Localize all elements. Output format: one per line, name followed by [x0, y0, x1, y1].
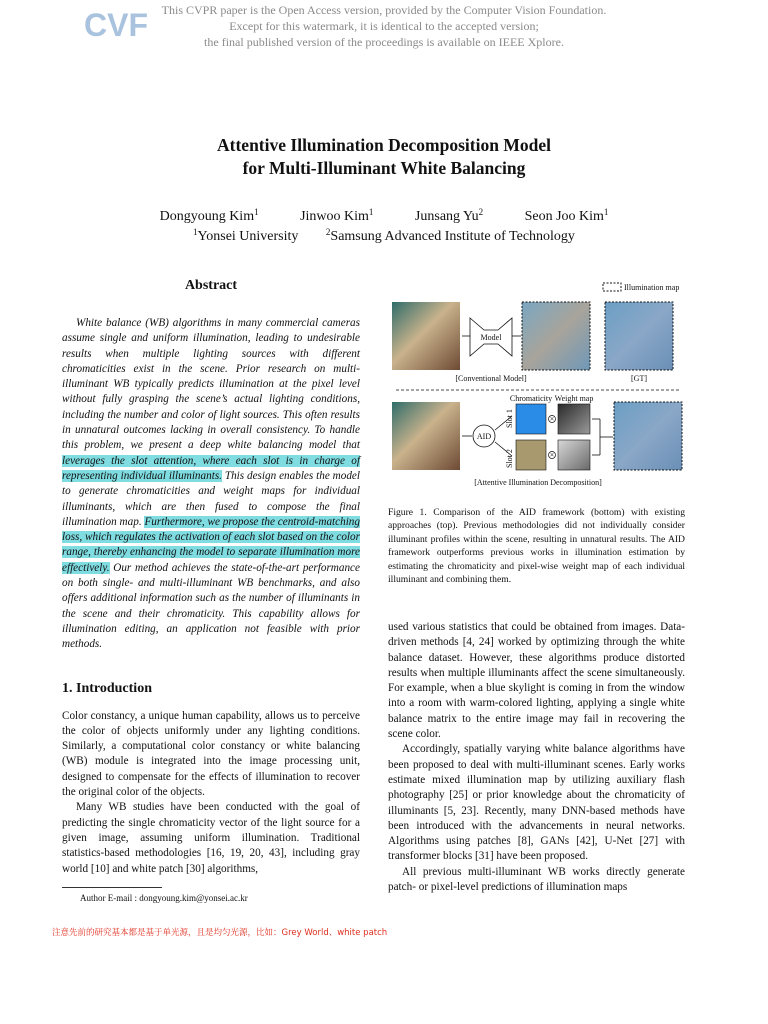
affiliations	[0, 227, 768, 247]
affiliation-1-name: Yonsei University	[197, 229, 299, 244]
abstract-heading: Abstract	[184, 278, 238, 293]
affiliation-2-sup: 2	[325, 227, 331, 237]
gt-output	[605, 302, 673, 370]
multiply-sign-1: ×	[549, 414, 555, 424]
conventional-label: [Conventional Model]	[455, 374, 527, 383]
watermark-line-3: the final published version of the proceedings is available on IEEE Xplore.	[204, 35, 564, 49]
slot-1-chromaticity	[516, 404, 546, 434]
input-image-bottom	[392, 402, 460, 470]
paper-title	[0, 134, 768, 180]
slot-1-label: Slot 1	[505, 409, 514, 428]
aid-label: AID	[476, 432, 492, 441]
right-paragraph-3: All previous multi-illuminant WB works directly generate patch- or pixel-level predictions of illumination maps	[388, 865, 685, 894]
affiliation-2-name: Samsung Advanced Institute of Technology	[330, 229, 575, 244]
chromaticity-label: Chromaticity	[509, 394, 553, 403]
figure-1	[388, 280, 688, 495]
handwritten-annotation: 注意先前的研究基本都是基于单光源，且是均匀光源，比如：Grey World、white patch	[52, 928, 388, 938]
intro-paragraph-1: Color constancy, a unique human capability, allows us to perceive the color of objects uniformly under any lighting conditions. Similarly, a computational color constancy or white balancing (WB) module is integrated into the image processing unit, designed to compensate for the effects of illumination to recover the original color of the objects.	[62, 709, 360, 799]
author-3-name: Junsang Yu	[414, 209, 479, 224]
footnote-email: Author E-mail : dongyoung.kim@yonsei.ac.kr	[80, 892, 248, 903]
slot-2-chromaticity	[516, 440, 546, 470]
intro-paragraph-2: Many WB studies have been conducted with the goal of predicting the single chromaticity vector of the light source for a given image, assuming uniform illumination. Traditional statistics-based methodologies [16, 19, 20, 43], including gray world [10] and white patch [30] algorithms,	[62, 801, 360, 875]
slot-1-weight-map	[558, 404, 590, 434]
author-1	[160, 209, 259, 224]
intro-heading: 1. Introduction	[62, 680, 152, 696]
weight-map-label: Weight map	[554, 394, 594, 403]
gt-label: [GT]	[631, 374, 647, 383]
authors-block	[0, 207, 768, 247]
watermark-line-2: Except for this watermark, it is identical to the accepted version;	[229, 19, 539, 33]
author-2	[300, 209, 373, 224]
right-paragraph-1: used various statistics that could be obtained from images. Data-driven methods [4, 24] worked by optimizing through the white balance dataset. However, these algorithms produce distorted results when multiple illuminants affect the scene simultaneously. For example, when a blue skylight is coming in from the window into a room with warm-colored lighting, applying a single white balance matrix to the entire image may fail in recovering the scene color.	[388, 621, 685, 741]
slot-2-weight-map	[558, 440, 590, 470]
affiliation-1	[193, 229, 298, 244]
figure-1-caption: Figure 1. Comparison of the AID framework (bottom) with existing approaches (top). Previous methodologies did not individually consider illuminant profiles within the scene, resulting in unnatural results. The AID framework outperforms previous works in illumination estimation by estimating the chromaticity and pixel-wise weight map of each individual illuminant and combining them.	[388, 507, 685, 586]
author-3-sup: 2	[478, 207, 484, 217]
footnote-rule	[62, 887, 162, 888]
author-4-name: Seon Joo Kim	[524, 209, 604, 224]
abstract-text	[62, 316, 360, 653]
title-line-1: Attentive Illumination Decomposition Model	[217, 135, 551, 155]
abstract-highlight-1[interactable]: leverages the slot attention, where each slot is in charge of representing individual illuminants.	[62, 454, 360, 482]
affiliation-2	[326, 229, 575, 244]
author-names	[0, 207, 768, 227]
author-1-name: Dongyoung Kim	[159, 209, 255, 224]
affiliation-1-sup: 1	[193, 227, 198, 237]
abstract-highlight-2[interactable]: Furthermore, we propose the centroid-matching loss, which regulates the activation of each slot based on the color range, thereby enhancing the model to separate illumination more effectively.	[62, 515, 360, 574]
abstract-part-3: Our method achieves the state-of-the-art performance on both single- and multi-illuminant WB benchmarks, and also offers additional information such as the number of illuminants in the scene and their chromaticity. This capability allows for illumination editing, an application not feasible with prior methods.	[62, 561, 360, 651]
legend-swatch	[603, 283, 621, 291]
conventional-output	[522, 302, 590, 370]
cvf-logo-text: CVF	[84, 7, 148, 43]
author-2-sup: 1	[368, 207, 374, 217]
author-1-sup: 1	[254, 207, 259, 217]
legend-label: Illumination map	[624, 283, 680, 292]
watermark-line-1: This CVPR paper is the Open Access version, provided by the Computer Vision Foundation.	[161, 3, 607, 17]
author-4	[525, 209, 609, 224]
author-2-name: Jinwoo Kim	[300, 209, 369, 224]
multiply-sign-2: ×	[549, 450, 555, 460]
model-label: Model	[480, 333, 502, 342]
author-3	[415, 209, 483, 224]
left-column	[62, 278, 360, 904]
figure-1-diagram	[388, 280, 688, 495]
aid-framework-label: [Attentive Illumination Decomposition]	[474, 478, 602, 487]
watermark	[0, 2, 768, 50]
input-image-top	[392, 302, 460, 370]
aid-output	[614, 402, 682, 470]
title-line-2: for Multi-Illuminant White Balancing	[242, 158, 526, 178]
author-4-sup: 1	[603, 207, 609, 217]
right-column	[388, 620, 685, 895]
slot-2-label: Slot 2	[505, 449, 514, 468]
abstract-part-1: White balance (WB) algorithms in many commercial cameras assume single and uniform illumination, leading to undesirable results when multiple lighting sources with different chromaticities exist in the scene. Prior research on multi-illuminant WB typically predicts illumination at the pixel level without fully grasping the scene’s actual lighting conditions, including the number and color of light sources. This often results in unnatural outcomes lacking in overall consistency. To handle this problem, we present a deep white balancing model that	[62, 317, 360, 452]
abstract-part-2: This design enables the model to generate chromaticities and weight maps for individual illuminants, which are then fused to compose the final illumination map.	[62, 469, 361, 528]
right-paragraph-2: Accordingly, spatially varying white balance algorithms have been proposed to deal with multi-illuminant scenes. Early works estimate mixed illumination map by utilizing auxiliary flash photography [25] or prior knowledge about the chromaticity of illuminants [5, 23]. Recently, many DNN-based methods have been introduced with the advancements in neural networks. Algorithms using patches [8], GANs [42], U-Net [27] with transformer blocks [31] have been proposed.	[388, 743, 685, 863]
